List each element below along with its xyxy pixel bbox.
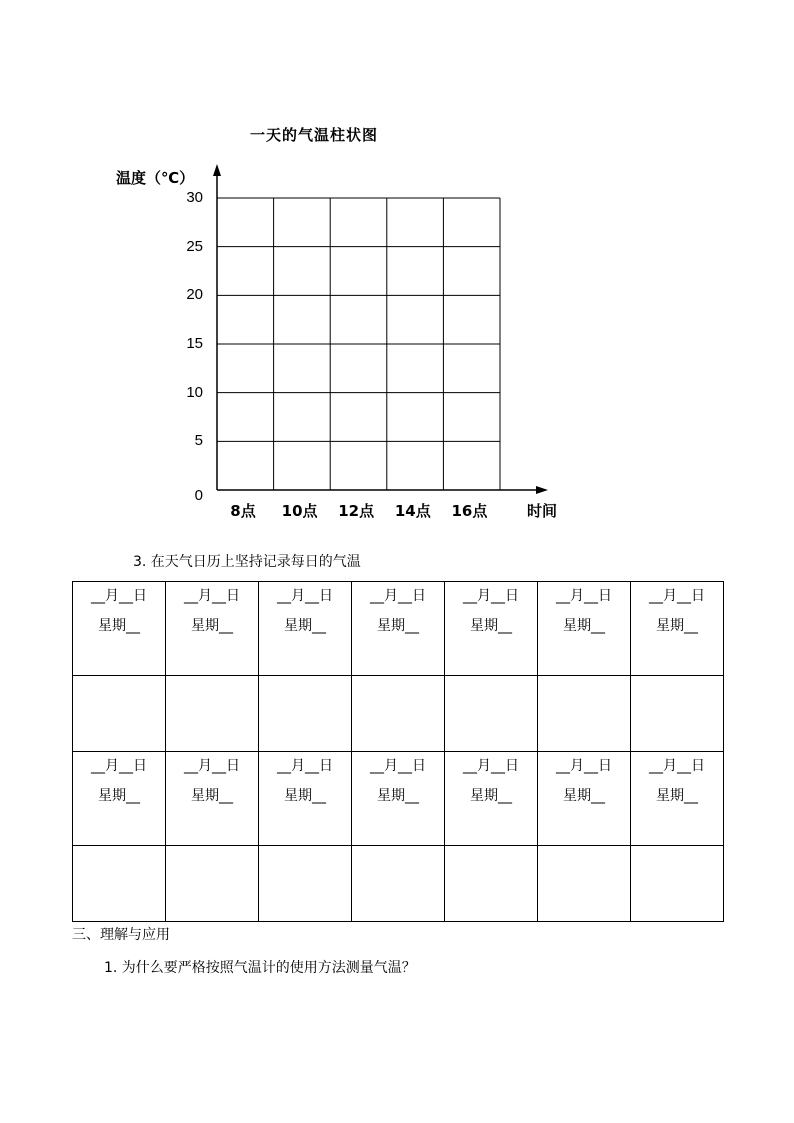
y-tick-label: 5 [194, 432, 203, 450]
x-axis-label: 时间 [527, 502, 558, 520]
date-blank: __月__日 [277, 758, 333, 774]
date-cell[interactable] [631, 752, 724, 846]
temperature-cell[interactable] [538, 676, 631, 752]
chart-grid [217, 198, 500, 490]
chart-axes [213, 164, 548, 494]
date-blank: __月__日 [184, 588, 240, 604]
date-cell[interactable] [631, 582, 724, 676]
bar-chart [0, 0, 794, 540]
date-blank: __月__日 [463, 588, 519, 604]
y-tick-label: 0 [194, 487, 203, 504]
y-tick-label: 10 [186, 383, 203, 401]
temperature-cell[interactable] [538, 846, 631, 922]
date-cell[interactable] [166, 582, 259, 676]
date-cell[interactable] [445, 582, 538, 676]
weekday-blank: 星期__ [470, 618, 512, 634]
temperature-cell[interactable] [73, 846, 166, 922]
date-cell[interactable] [538, 582, 631, 676]
weekday-blank: 星期__ [656, 788, 698, 804]
temperature-cell[interactable] [259, 676, 352, 752]
date-cell[interactable] [352, 752, 445, 846]
date-blank: __月__日 [370, 588, 426, 604]
temperature-cell[interactable] [73, 676, 166, 752]
section3-title: 3. 在天气日历上坚持记录每日的气温 [133, 554, 361, 570]
temperature-cell[interactable] [259, 846, 352, 922]
date-blank: __月__日 [91, 588, 147, 604]
weekday-blank: 星期__ [98, 618, 140, 634]
weekday-blank: 星期__ [284, 788, 326, 804]
date-row [73, 582, 724, 676]
weekday-blank: 星期__ [191, 618, 233, 634]
date-blank: __月__日 [370, 758, 426, 774]
weekday-blank: 星期__ [377, 618, 419, 634]
x-tick-label: 14点 [394, 502, 431, 520]
temperature-cell[interactable] [166, 676, 259, 752]
temperature-row [73, 676, 724, 752]
temperature-cell[interactable] [445, 846, 538, 922]
date-cell[interactable] [166, 752, 259, 846]
x-tick-label: 8点 [230, 502, 256, 520]
y-axis-arrow [213, 164, 221, 176]
temperature-cell[interactable] [166, 846, 259, 922]
y-tick-label: 25 [186, 237, 203, 255]
date-cell[interactable] [538, 752, 631, 846]
date-cell[interactable] [73, 582, 166, 676]
temperature-cell[interactable] [445, 676, 538, 752]
temperature-cell[interactable] [352, 846, 445, 922]
date-cell[interactable] [259, 582, 352, 676]
temperature-row [73, 846, 724, 922]
chart-title: 一天的气温柱状图 [250, 126, 379, 144]
y-tick-label: 15 [186, 335, 203, 352]
weekday-blank: 星期__ [563, 618, 605, 634]
date-blank: __月__日 [649, 588, 705, 604]
date-blank: __月__日 [463, 758, 519, 774]
date-row [73, 752, 724, 846]
x-tick-label: 10点 [281, 502, 318, 520]
weekday-blank: 星期__ [563, 788, 605, 804]
temperature-cell[interactable] [352, 676, 445, 752]
y-tick-label: 30 [186, 189, 203, 206]
y-axis-label: 温度（℃） [116, 169, 195, 187]
date-blank: __月__日 [91, 758, 147, 774]
date-blank: __月__日 [277, 588, 333, 604]
weekday-blank: 星期__ [656, 618, 698, 634]
weekday-blank: 星期__ [191, 788, 233, 804]
temperature-cell[interactable] [631, 846, 724, 922]
date-cell[interactable] [352, 582, 445, 676]
temperature-cell[interactable] [631, 676, 724, 752]
date-blank: __月__日 [556, 758, 612, 774]
part3-heading: 三、理解与应用 [72, 927, 170, 943]
date-blank: __月__日 [649, 758, 705, 774]
x-tick-label: 12点 [338, 502, 375, 520]
date-cell[interactable] [445, 752, 538, 846]
date-cell[interactable] [259, 752, 352, 846]
temperature-record-table [72, 581, 724, 922]
y-tick-label: 20 [186, 286, 203, 304]
date-blank: __月__日 [556, 588, 612, 604]
date-blank: __月__日 [184, 758, 240, 774]
weekday-blank: 星期__ [284, 618, 326, 634]
question-1: 1. 为什么要严格按照气温计的使用方法测量气温？ [104, 960, 416, 976]
weekday-blank: 星期__ [377, 788, 419, 804]
x-tick-label: 16点 [451, 502, 488, 520]
weekday-blank: 星期__ [98, 788, 140, 804]
weekday-blank: 星期__ [470, 788, 512, 804]
x-axis-arrow [536, 486, 548, 494]
date-cell[interactable] [73, 752, 166, 846]
